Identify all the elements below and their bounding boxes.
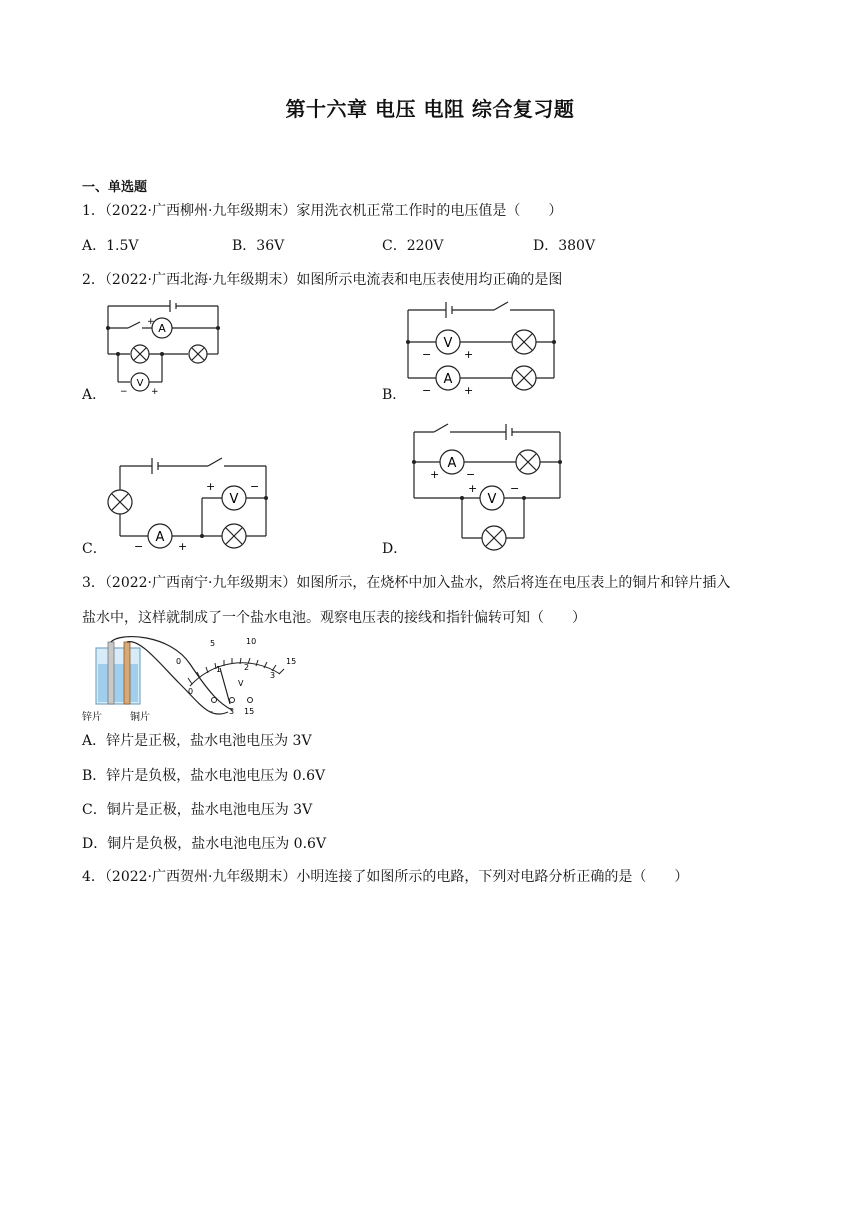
question-1-stem: 1．（2022·广西柳州·九年级期末）家用洗衣机正常工作时的电压值是（ ） (82, 203, 563, 219)
circuit-c-ammeter-minus: − (134, 540, 144, 553)
circuit-a-voltmeter-minus: − (120, 387, 128, 397)
circuit-c-ammeter-plus: + (178, 540, 188, 553)
circuit-a-ammeter: A (158, 322, 166, 335)
circuit-b-ammeter-minus: − (422, 384, 432, 396)
question-4-stem: 4．（2022·广西贺州·九年级期末）小明连接了如图所示的电路，下列对电路分析正确的是（ ） (82, 869, 689, 885)
scale-small-3: 3 (270, 671, 276, 680)
terminal-minus: - (210, 707, 213, 716)
circuit-c-voltmeter-plus: + (206, 480, 216, 493)
question-3-stem-line-1: 3．（2022·广西南宁·九年级期末）如图所示，在烧杯中加入盐水，然后将连在电压表上的铜片和锌片插入 (82, 575, 731, 591)
page-title: 第十六章 电压 电阻 综合复习题 (285, 97, 575, 121)
circuit-d-ammeter-minus: − (466, 468, 476, 481)
circuit-d-voltmeter-minus: − (510, 482, 520, 495)
question-3-option-d: D．铜片是负极，盐水电池电压为 0.6V (82, 836, 327, 852)
scale-big-5: 5 (210, 639, 216, 648)
scale-small-2: 2 (244, 663, 250, 672)
copper-label: 铜片 (130, 712, 150, 723)
scale-small-1: 1 (216, 665, 222, 674)
circuit-b-voltmeter-minus: − (422, 348, 432, 361)
question-1-option-d: D．380V (533, 238, 596, 254)
circuit-d-ammeter: A (447, 456, 457, 471)
circuit-a-ammeter-plus: + (147, 317, 155, 327)
circuit-c-voltmeter: V (229, 492, 239, 507)
question-1-option-b: B．36V (232, 238, 285, 254)
scale-big-10: 10 (246, 637, 257, 646)
circuit-diagram-a (100, 296, 225, 400)
zinc-plate (108, 642, 114, 704)
terminal-15: 15 (244, 707, 255, 716)
question-3-option-c: C．铜片是正极，盐水电池电压为 3V (82, 802, 313, 818)
question-3-option-a: A．锌片是正极，盐水电池电压为 3V (82, 733, 312, 749)
question-3-option-b: B．锌片是负极，盐水电池电压为 0.6V (82, 768, 326, 784)
copper-plate (124, 642, 130, 704)
circuit-diagram-d (404, 420, 566, 554)
question-3-stem-line-2: 盐水中，这样就制成了一个盐水电池。观察电压表的接线和指针偏转可知（ ） (82, 610, 586, 626)
question-2-label-a: A． (82, 387, 107, 403)
circuit-b-voltmeter: V (443, 336, 453, 351)
copper-wire (127, 642, 228, 715)
circuit-b-ammeter: A (443, 372, 453, 387)
circuit-d-voltmeter-plus: + (468, 482, 478, 495)
question-1-option-a: A．1.5V (82, 238, 139, 254)
scale-big-0: 0 (176, 657, 182, 666)
salt-water-battery-figure (80, 634, 310, 726)
circuit-a-voltmeter: V (136, 378, 144, 389)
question-2-stem: 2．（2022·广西北海·九年级期末）如图所示电流表和电压表使用均正确的是图 (82, 272, 563, 288)
circuit-c-ammeter: A (155, 530, 165, 545)
circuit-d-voltmeter: V (487, 492, 497, 507)
scale-small-0: 0 (188, 687, 194, 696)
circuit-b-voltmeter-plus: + (464, 348, 474, 361)
section-heading: 一、单选题 (82, 180, 148, 195)
question-2-label-b: B． (382, 387, 407, 403)
scale-big-15: 15 (286, 657, 297, 666)
zinc-label: 锌片 (82, 712, 102, 723)
circuit-c-voltmeter-minus: − (250, 480, 260, 493)
question-2-label-c: C． (82, 541, 107, 557)
question-1-option-c: C．220V (382, 238, 444, 254)
circuit-d-ammeter-plus: + (430, 468, 440, 481)
circuit-a-voltmeter-plus: + (151, 387, 159, 397)
terminal-3: 3 (229, 707, 235, 716)
meter-unit-label: V (238, 679, 244, 688)
circuit-diagram-c (104, 456, 276, 554)
circuit-b-ammeter-plus: + (464, 384, 474, 396)
circuit-diagram-b (404, 296, 564, 396)
question-2-label-d: D． (382, 541, 408, 557)
meter-pointer (220, 668, 230, 704)
